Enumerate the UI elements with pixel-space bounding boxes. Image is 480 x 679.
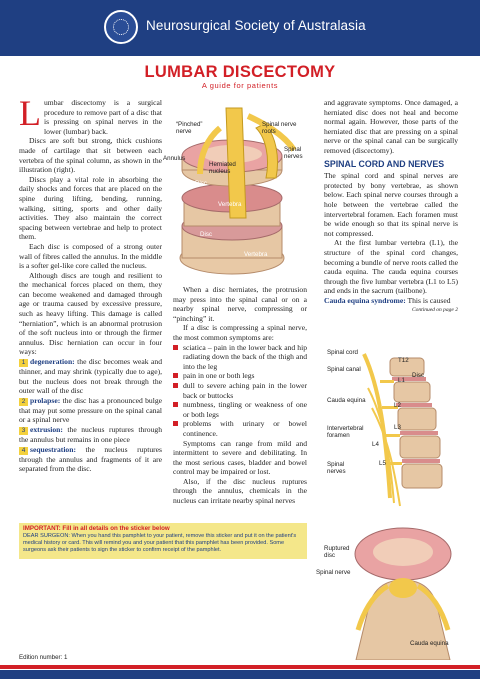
herniation-type: 4 sequestration: the nucleus ruptures through the annulus and fragments of it are separated from the disc.	[19, 444, 162, 474]
label-spinal-nerves-2: Spinal nerves	[327, 461, 346, 475]
label-herniated-nucleus: Herniated nucleus	[209, 161, 236, 175]
label-l4: L4	[372, 441, 379, 448]
label-cauda-equina: Cauda equina	[327, 397, 366, 404]
column-2	[173, 285, 307, 506]
symptom-item: pain in one or both legs	[173, 371, 307, 381]
symptom-item: sciatica – pain in the lower back and hip radiating down the back of the thigh and into the leg	[173, 343, 307, 372]
label-vertebra-2: Vertebra	[244, 251, 268, 258]
herniation-type: 1 degeneration: the disc becomes weak and thinner, and may shrink (typically due to age), but the nucleus does not break through the outer wall of the disc	[19, 357, 162, 396]
label-disc-2: Disc	[200, 231, 213, 238]
drop-cap: L	[19, 93, 41, 133]
paragraph: Discs play a vital role in absorbing the daily shocks and forces that are placed on the spine during lifting, bending, running, walking, sitting, sports and other daily activities. They also maintain the correct spacing between vertebrae and help to protect them.	[19, 174, 162, 242]
footer-red-stripe	[0, 665, 480, 669]
label-disc-3: Disc	[412, 372, 425, 379]
number-badge: 2	[19, 398, 28, 406]
page-title: LUMBAR DISCECTOMY	[144, 63, 336, 81]
ruptured-disc-illustration	[348, 520, 458, 660]
label-pinched-nerve: “Pinched” nerve	[176, 121, 203, 135]
label-l2: L2	[394, 402, 401, 409]
label-spinal-canal: Spinal canal	[327, 366, 361, 373]
label-intervertebral-foramen: Intervertebral foramen	[327, 425, 364, 439]
symptom-item: problems with urinary or bowel continence.	[173, 419, 307, 438]
label-l1: L1	[398, 377, 405, 384]
paragraph: Also, if the disc nucleus ruptures through the annulus, chemicals in the nucleus can irritate nearby spinal nerves	[173, 476, 307, 506]
label-spinal-cord: Spinal cord	[327, 349, 358, 356]
column-3	[324, 98, 458, 316]
society-logo-icon	[104, 10, 138, 44]
footer-blue-bar	[0, 670, 480, 679]
symptom-item: numbness, tingling or weakness of one or both legs	[173, 400, 307, 419]
label-spinal-nerve: Spinal nerve	[316, 569, 351, 576]
paragraph: Each disc is composed of a strong outer wall of fibres called the annulus. In the middle is a softer gel-like core called the nucleus.	[19, 241, 162, 271]
paragraph: and aggravate symptoms. Once damaged, a herniated disc does not heal and become normal again. However, those parts of the herniated disc that are pressing on a spinal nerve or the spinal canal can be surgically removed (discectomy).	[324, 98, 458, 155]
section-heading: SPINAL CORD AND NERVES	[324, 158, 445, 169]
herniation-type: 3 extrusion: the nucleus ruptures through the annulus but remains in one piece	[19, 425, 162, 444]
paragraph: Although discs are tough and resilient to the mechanical forces placed on them, they can become weakened and damaged through age or trauma caused by excessive pressure, such as heavy lifting. This damage is called “herniation”, which is an abnormal protrusion of the soft nucleus into or through the firmer annulus. Disc herniation can occur in four ways:	[19, 270, 162, 357]
label-disc: Disc	[195, 180, 208, 187]
continued-note: Continued on page 2	[412, 307, 458, 314]
label-spinal-nerves: Spinal nerves	[284, 146, 303, 160]
column-1	[19, 93, 162, 474]
intro-paragraph: Lumbar discectomy is a surgical procedure to remove part of a disc that is pressing on spinal nerves in the lower (lumbar) back.	[19, 93, 162, 136]
label-annulus: Annulus	[163, 155, 186, 162]
notice-heading: IMPORTANT: Fill in all details on the sticker below	[23, 525, 170, 532]
label-vertebra: Vertebra	[218, 201, 242, 208]
surgeon-notice	[19, 523, 307, 559]
paragraph: At the first lumbar vertebra (L1), the structure of the spinal cord changes, becoming a bundle of nerve roots called the cauda equina. The cauda equina courses through the five lumbar vertebra (L1 to L5) and ends in the sacrum (tailbone).	[324, 238, 458, 296]
label-ruptured-disc: Ruptured disc	[324, 545, 350, 559]
paragraph: The spinal cord and spinal nerves are protected by bony vertebrae, as shown below. Each spinal nerve courses through a hole between the vertebrae called the intervertebral foramen. Each foramen must be wide enough so that its spinal nerve is not compressed.	[324, 171, 458, 238]
label-l3: L3	[394, 424, 401, 431]
cauda-paragraph: Cauda equina syndrome: This is caused	[324, 295, 451, 305]
edition-number: Edition number: 1	[19, 654, 68, 661]
label-spinal-nerve-roots: Spinal nerve roots	[262, 121, 297, 135]
label-l5: L5	[379, 460, 386, 467]
paragraph: When a disc herniates, the protrusion may press into the spinal canal or on a nearby spinal nerve, compressing or “pinching” it.	[173, 285, 307, 323]
number-badge: 4	[19, 447, 28, 455]
paragraph: If a disc is compressing a spinal nerve, the most common symptoms are:	[173, 323, 307, 342]
herniation-type: 2 prolapse: the disc has a pronounced bulge that may put some pressure on the spinal canal or a spinal nerve	[19, 395, 162, 425]
org-name: Neurosurgical Society of Australasia	[146, 18, 366, 33]
number-badge: 3	[19, 427, 28, 435]
symptom-item: dull to severe aching pain in the lower back or buttocks	[173, 381, 307, 400]
page-subtitle: A guide for patients	[201, 81, 279, 90]
paragraph: Discs are soft but strong, thick cushions made of cartilage that sit between each vertebra of the spinal column, as shown in the illustration (right).	[19, 136, 162, 175]
number-badge: 1	[19, 359, 28, 367]
label-cauda-equina-2: Cauda equina	[410, 640, 449, 647]
label-t12: T12	[398, 357, 409, 364]
paragraph: Symptoms can range from mild and intermittent to severe and debilitating. In the most serious cases, bladder and bowel control may be impaired or lost.	[173, 438, 307, 477]
header-bar	[0, 0, 480, 56]
notice-body: DEAR SURGEON: When you hand this pamphlet to your patient, remove this sticker and put it on the patient's medical history or card. This will remind you and your patient that this pamphlet has been provided. Some surgeons ask their patients to sign the sticker to confirm receipt of the pamphlet.	[23, 533, 297, 553]
